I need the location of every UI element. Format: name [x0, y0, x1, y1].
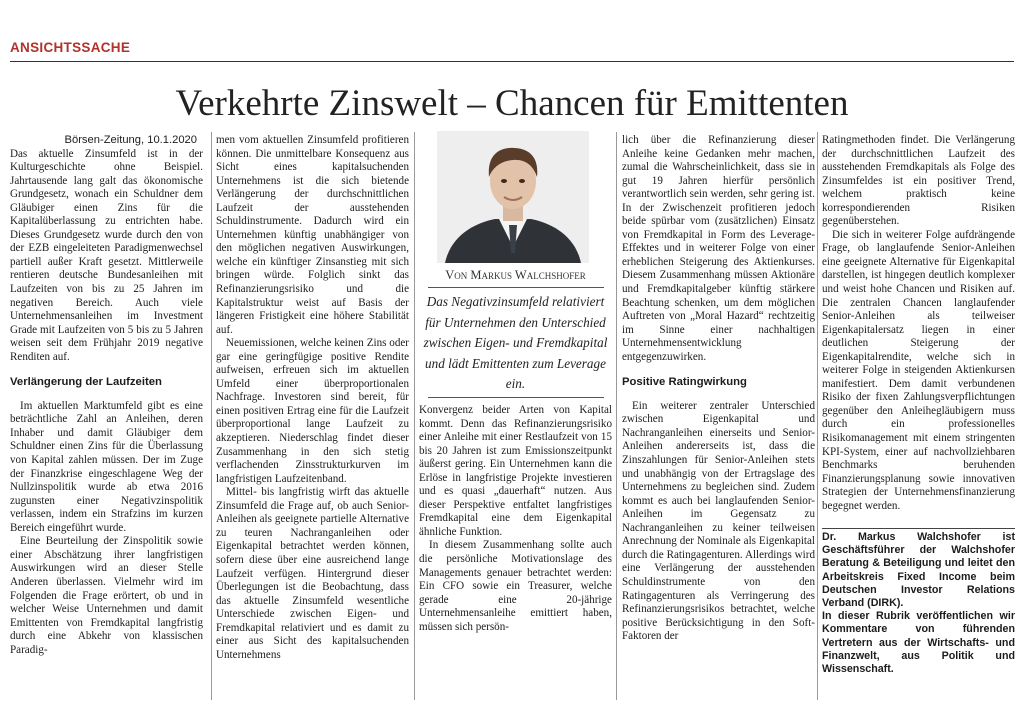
paragraph: Neuemissionen, welche keinen Zins oder gar eine geringfügige positive Rendite aufweisen, erfreuen sich im aktuellen Umfeld einer überproportionalen Nachfrage. Investoren sind bereit, für einen positiven Ertrag eine für die Laufzeit überproportional lange Laufzeit zu akzeptieren. Niederschlag findet dieser Zusammenhang in den sich stetig verflachenden Zinsstrukturkurven im langfristigen Laufzeitenband. [216, 337, 409, 485]
paragraph: Mittel- bis langfristig wirft das aktuelle Zinsumfeld die Frage auf, ob auch Senior-Anleihen als geeignete partielle Alternative zu teuren Nachranganleihen oder Eigenkapital betrachtet werden können, sofern diese über eine ausreichend lange Laufzeit verfügen. Hintergrund dieser Überlegungen ist die Beobachtung, dass das aktuelle Zinsumfeld wesentliche Unterschiede zwischen Eigen- und Fremdkapital relativiert und es damit zu einer aus Sicht des kapitalsuchenden Unternehmens [216, 486, 409, 661]
byline: Von Markus Walchshofer [445, 268, 586, 282]
author-box-rule [822, 528, 1015, 529]
paragraph: Im aktuellen Marktumfeld gibt es eine beträchtliche Zahl an Anleihen, deren Inhaber und damit Gläubiger dem Schuldner einen Zins für die Überlassung von Kapital zahlen müssen. Der im Zuge der Finanzkrise eingeschlagene Weg der Nullzinspolitik wurde ab etwa 2016 zugunsten einer Negativzinspolitik verlassen, indem ein Strafzins im kurzen Bereich eingeführt wurde. [10, 399, 203, 534]
author-bio: Dr. Markus Walchshofer ist Geschäftsführer der Walchshofer Beratung & Beteiligung und leitet den Arbeitskreis Fixed Income beim Deutschen Investor Relations Verband (DIRK). [822, 531, 1015, 610]
paragraph: Konvergenz beider Arten von Kapital kommt. Denn das Refinanzierungsrisiko einer Anleihe mit einer Restlaufzeit von 15 bis 20 Jahren ist zum Emissionszeitpunkt äußerst gering. Ein Unternehmen kann die Erlöse in langfristige Projekte investieren und es quasi „dauerhaft“ nutzen. Aus dieser Perspektive entfaltet langfristiges Fremdkapital eine dem Eigenkapital ähnliche Funktion. [419, 404, 612, 538]
portrait-image [437, 131, 589, 263]
paragraph: In diesem Zusammenhang sollte auch die persönliche Motivationslage des Managements genauer betrachtet werden: Ein CFO sowie ein Treasurer, welche gerade eine 20-jährige Unternehmensanleihe emittiert haben, müssen sich persön- [419, 539, 612, 633]
column-divider [211, 132, 212, 700]
author-box [822, 531, 1015, 676]
column-divider [817, 132, 818, 700]
article-column-2 [216, 134, 409, 662]
article-column-5 [822, 134, 1015, 513]
author-photo [437, 131, 589, 263]
paragraph: Die sich in weiterer Folge aufdrängende Frage, ob langlaufende Senior-Anleihen eine geeignete Alternative für Eigenkapital darstellen, ist hingegen deutlich komplexer und weist hohe Chancen und Risiken auf. Die zentralen Chancen langlaufender Senior-Anleihen als teilweiser Eigenkapitalersatz liegen in einer deutlichen Steigerung der Eigenkapitalrendite, welche sich in weiterer Folge in steigenden Aktienkursen manifestiert. Dem damit verbundenen Risiko der fixen Zahlungsverpflichtungen gegenüber den Anleihegläubigern muss durch ein professionelles Risikomanagement mit einem stringenten KPI-System, einer auf nachvollziehbaren Benchmarks beruhenden Finanzierungsplanung sowie innovativen Strategien der Unternehmensfinanzierung begegnet werden. [822, 228, 1015, 512]
article-column-4 [622, 134, 815, 644]
top-rule [10, 61, 1014, 62]
subheading: Positive Ratingwirkung [622, 376, 747, 389]
article-column-3 [419, 404, 612, 634]
headline: Verkehrte Zinswelt – Chancen für Emittenten [175, 83, 849, 124]
paragraph: Ein weiterer zentraler Unterschied zwischen Eigenkapital und Nachranganleihen einerseits und Senior-Anleihen andererseits ist, dass die Zinszahlungen für Senior-Anleihen stets und unabhängig von der Ertragslage des Unternehmens zu begleichen sind. Zudem kommt es auch bei langlaufenden Senior-Anleihen im Gegensatz zu Nachranganleihen zu keiner teilweisen Anrechnung der Nominale als Eigenkapital durch die Ratingagenturen. Allerdings wird eine Verlängerung der ausstehenden Schuldinstrumente von den Ratingagenturen als Verringerung des Refinanzierungsrisikos betrachtet, welche positive Berücksichtigung in den Soft-Faktoren der [622, 399, 815, 643]
teaser-rule [428, 397, 604, 398]
byline-rule [428, 287, 604, 288]
column-divider [616, 132, 617, 700]
paragraph: lich über die Refinanzierung dieser Anleihe keine Gedanken mehr machen, zumal die Wahrscheinlichkeit, dass sie in gut 19 Jahren hierfür persönlich verantwortlich sein werden, sehr gering ist. In der Zwischenzeit profitieren jedoch beide spürbar vom (zusätzlichen) Einsatz von Fremdkapital in Form des Leverage-Effektes und in weiterer Folge von einer erheblichen Steigerung des Aktienkurses. Diesem Zusammenhang müssen Aktionäre und Fremdkapitalgeber künftig stärkere Beachtung schenken, um dem möglichen Auftreten von „Moral Hazard“ rechtzeitig im Sinne einer nachhaltigen Unternehmensentwicklung entgegenzuwirken. [622, 134, 815, 363]
teaser: Das Negativzinsumfeld relativiert für Unternehmen den Unterschied zwischen Eigen- und Fremdkapital und lädt Emittenten zum Leverage ein. [423, 294, 608, 391]
subheading: Verlängerung der Laufzeiten [10, 376, 162, 389]
article-column-1 [10, 134, 203, 657]
dateline: Börsen-Zeitung, 10.1.2020 [64, 134, 197, 146]
rubric-note: In dieser Rubrik veröffentlichen wir Kommentare von führenden Vertretern aus der Wirtschafts- und Finanzwelt, aus Politik und Wissenschaft. [822, 610, 1015, 676]
paragraph: men vom aktuellen Zinsumfeld profitieren können. Die unmittelbare Konsequenz aus Sicht eines kapitalsuchenden Unternehmens ist die sich bietende Verlängerung der durchschnittlichen Laufzeit der ausstehenden Schuldinstrumente. Dadurch wird ein Unternehmen künftig unabhängiger von den möglichen negativen Auswirkungen, welche ein künftiger Zinsanstieg mit sich bringen würde. Folglich sinkt das Refinanzierungsrisiko und die Kapitalstruktur weist auf Basis der längeren Fristigkeit eine höhere Stabilität auf. [216, 134, 409, 336]
column-divider [414, 132, 415, 700]
paragraph: Ratingmethoden findet. Die Verlängerung der durchschnittlichen Laufzeit des ausstehenden Fremdkapitals als Folge des Zinsumfeldes ist ein positiver Trend, welchem praktisch keine korrespondierenden Risiken gegenüberstehen. [822, 134, 1015, 228]
rubric-label: ANSICHTSSACHE [10, 40, 131, 55]
paragraph: Das aktuelle Zinsumfeld ist in der Kulturgeschichte ohne Beispiel. Jahrtausende lang galt das ökonomische Grundgesetz, wonach ein Schuldner dem Gläubiger einen Zins für die Kapitalüberlassung zu entrichten habe. Dieses Grundgesetz wurde durch den von der EZB eingeleiteten Paradigmenwechsel partiell außer Kraft gesetzt. Mittlerweile rentieren deutsche Bundesanleihen mit Laufzeiten von bis zu 25 Jahren im negativen Bereich. Auch viele Unternehmensanleihen im Investment Grade mit Laufzeiten von 5 bis zu 5 Jahren weisen seit dem Frühjahr 2019 negative Renditen auf. [10, 147, 203, 363]
paragraph: Eine Beurteilung der Zinspolitik sowie einer Abschätzung ihrer langfristigen Auswirkungen wird an dieser Stelle Anderen überlassen. Vielmehr wird im Folgenden die Frage erörtert, ob und in welcher Weise Unternehmen und damit Emittenten von Fremdkapital langfristig durch eine Abkehr von klassischen Paradig- [10, 535, 203, 656]
